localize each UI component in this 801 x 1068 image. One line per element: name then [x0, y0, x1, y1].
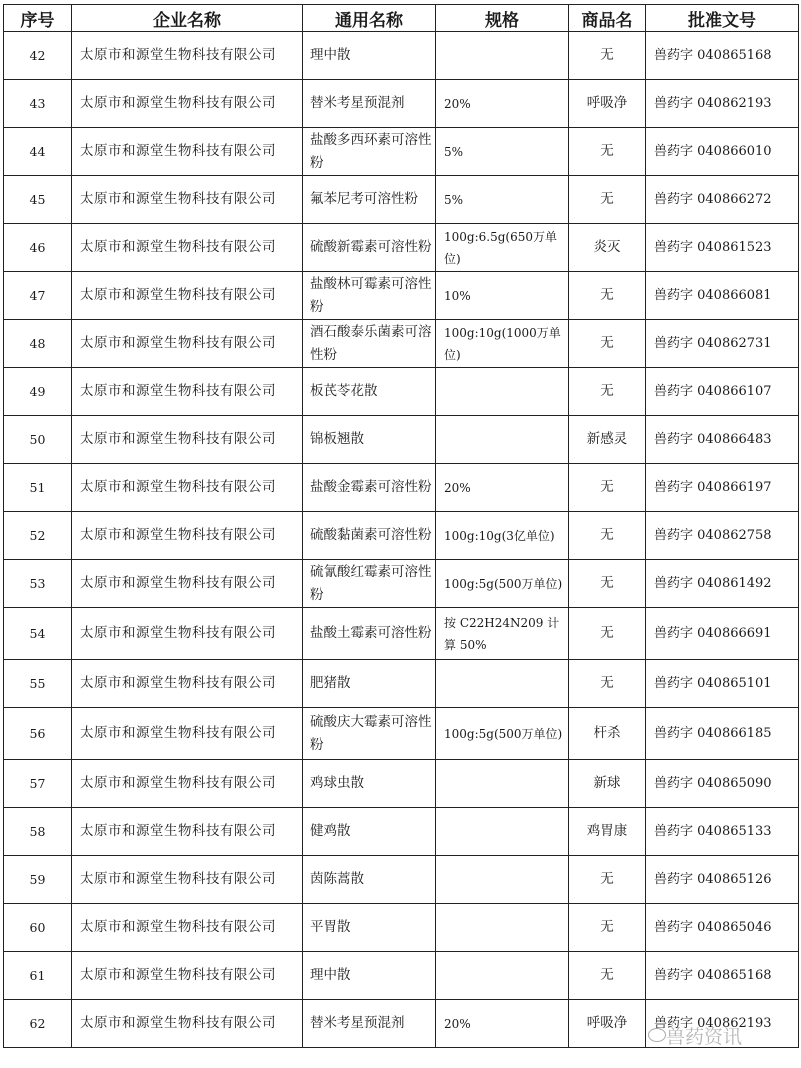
- cell-generic-name: 理中散: [303, 952, 436, 1000]
- cell-generic-name: 硫氰酸红霉素可溶性粉: [303, 560, 436, 608]
- table-row: [4, 176, 799, 224]
- cell-seq: 44: [4, 128, 72, 176]
- cell-trade-name: 无: [569, 608, 646, 660]
- cell-company: 太原市和源堂生物科技有限公司: [72, 224, 303, 272]
- cell-spec: 100g:10g(3亿单位): [436, 512, 569, 560]
- table-row: [4, 416, 799, 464]
- cell-company: 太原市和源堂生物科技有限公司: [72, 760, 303, 808]
- cell-trade-name: 呼吸净: [569, 1000, 646, 1048]
- cell-generic-name: 茵陈蒿散: [303, 856, 436, 904]
- cell-approval-no: 兽药字 040865168: [646, 32, 799, 80]
- cell-approval-no: 兽药字 040866010: [646, 128, 799, 176]
- cell-spec: [436, 660, 569, 708]
- table-row: [4, 708, 799, 760]
- cell-company: 太原市和源堂生物科技有限公司: [72, 80, 303, 128]
- table-row: [4, 608, 799, 660]
- cell-generic-name: 硫酸黏菌素可溶性粉: [303, 512, 436, 560]
- table-row: [4, 660, 799, 708]
- cell-approval-no: 兽药字 040865090: [646, 760, 799, 808]
- cell-trade-name: 无: [569, 176, 646, 224]
- table-row: [4, 80, 799, 128]
- cell-company: 太原市和源堂生物科技有限公司: [72, 320, 303, 368]
- cell-generic-name: 盐酸林可霉素可溶性粉: [303, 272, 436, 320]
- cell-approval-no: 兽药字 040865126: [646, 856, 799, 904]
- cell-approval-no: 兽药字 040866691: [646, 608, 799, 660]
- cell-approval-no: 兽药字 040866081: [646, 272, 799, 320]
- cell-spec: 20%: [436, 80, 569, 128]
- cell-trade-name: 无: [569, 660, 646, 708]
- cell-seq: 53: [4, 560, 72, 608]
- cell-trade-name: 无: [569, 512, 646, 560]
- cell-spec: 20%: [436, 464, 569, 512]
- cell-spec: [436, 904, 569, 952]
- cell-approval-no: 兽药字 040862758: [646, 512, 799, 560]
- table-row: [4, 952, 799, 1000]
- cell-trade-name: 无: [569, 560, 646, 608]
- cell-seq: 60: [4, 904, 72, 952]
- cell-spec: [436, 368, 569, 416]
- cell-seq: 52: [4, 512, 72, 560]
- cell-seq: 48: [4, 320, 72, 368]
- cell-approval-no: 兽药字 040865133: [646, 808, 799, 856]
- cell-generic-name: 板芪苓花散: [303, 368, 436, 416]
- cell-approval-no: 兽药字 040865101: [646, 660, 799, 708]
- cell-approval-no: 兽药字 040861492: [646, 560, 799, 608]
- header-approval-no: 批准文号: [646, 5, 799, 32]
- cell-generic-name: 氟苯尼考可溶性粉: [303, 176, 436, 224]
- cell-seq: 61: [4, 952, 72, 1000]
- cell-company: 太原市和源堂生物科技有限公司: [72, 952, 303, 1000]
- table-row: [4, 32, 799, 80]
- drug-approval-table: [3, 4, 799, 1048]
- cell-seq: 58: [4, 808, 72, 856]
- cell-spec: [436, 32, 569, 80]
- cell-company: 太原市和源堂生物科技有限公司: [72, 560, 303, 608]
- table-row: [4, 368, 799, 416]
- table-row: [4, 464, 799, 512]
- cell-generic-name: 肥猪散: [303, 660, 436, 708]
- cell-spec: [436, 856, 569, 904]
- cell-company: 太原市和源堂生物科技有限公司: [72, 904, 303, 952]
- cell-company: 太原市和源堂生物科技有限公司: [72, 856, 303, 904]
- cell-generic-name: 盐酸多西环素可溶性粉: [303, 128, 436, 176]
- cell-approval-no: 兽药字 040865046: [646, 904, 799, 952]
- cell-seq: 49: [4, 368, 72, 416]
- cell-spec: [436, 952, 569, 1000]
- table-row: [4, 808, 799, 856]
- table-row: [4, 760, 799, 808]
- cell-seq: 46: [4, 224, 72, 272]
- cell-approval-no: 兽药字 040862731: [646, 320, 799, 368]
- cell-seq: 55: [4, 660, 72, 708]
- cell-spec: 100g:5g(500万单位): [436, 708, 569, 760]
- cell-trade-name: 无: [569, 32, 646, 80]
- cell-seq: 42: [4, 32, 72, 80]
- cell-generic-name: 健鸡散: [303, 808, 436, 856]
- table-row: [4, 856, 799, 904]
- table-row: [4, 904, 799, 952]
- cell-company: 太原市和源堂生物科技有限公司: [72, 176, 303, 224]
- cell-approval-no: 兽药字 040866197: [646, 464, 799, 512]
- cell-company: 太原市和源堂生物科技有限公司: [72, 1000, 303, 1048]
- table-header-row: [4, 5, 799, 32]
- header-spec: 规格: [436, 5, 569, 32]
- cell-spec: 100g:6.5g(650万单位): [436, 224, 569, 272]
- cell-spec: [436, 808, 569, 856]
- cell-trade-name: 无: [569, 368, 646, 416]
- cell-approval-no: 兽药字 040865168: [646, 952, 799, 1000]
- header-trade-name: 商品名: [569, 5, 646, 32]
- cell-company: 太原市和源堂生物科技有限公司: [72, 416, 303, 464]
- cell-trade-name: 新球: [569, 760, 646, 808]
- cell-trade-name: 无: [569, 952, 646, 1000]
- cell-trade-name: 无: [569, 128, 646, 176]
- cell-approval-no: 兽药字 040866272: [646, 176, 799, 224]
- header-generic-name: 通用名称: [303, 5, 436, 32]
- cell-company: 太原市和源堂生物科技有限公司: [72, 512, 303, 560]
- cell-spec: 5%: [436, 128, 569, 176]
- cell-trade-name: 无: [569, 272, 646, 320]
- cell-company: 太原市和源堂生物科技有限公司: [72, 272, 303, 320]
- cell-seq: 62: [4, 1000, 72, 1048]
- table-row: [4, 224, 799, 272]
- cell-generic-name: 替米考星预混剂: [303, 80, 436, 128]
- cell-seq: 47: [4, 272, 72, 320]
- table-row: [4, 320, 799, 368]
- cell-spec: 5%: [436, 176, 569, 224]
- cell-spec: 按 C22H24N209 计算 50%: [436, 608, 569, 660]
- cell-seq: 43: [4, 80, 72, 128]
- cell-company: 太原市和源堂生物科技有限公司: [72, 32, 303, 80]
- cell-approval-no: 兽药字 040866185: [646, 708, 799, 760]
- cell-approval-no: 兽药字 040862193: [646, 80, 799, 128]
- cell-seq: 56: [4, 708, 72, 760]
- cell-company: 太原市和源堂生物科技有限公司: [72, 608, 303, 660]
- cell-generic-name: 鸡球虫散: [303, 760, 436, 808]
- cell-trade-name: 无: [569, 856, 646, 904]
- cell-spec: 100g:10g(1000万单位): [436, 320, 569, 368]
- cell-seq: 54: [4, 608, 72, 660]
- cell-approval-no: 兽药字 040866483: [646, 416, 799, 464]
- cell-trade-name: 鸡胃康: [569, 808, 646, 856]
- cell-seq: 59: [4, 856, 72, 904]
- wechat-icon: [648, 1028, 666, 1042]
- cell-seq: 45: [4, 176, 72, 224]
- header-seq: 序号: [4, 5, 72, 32]
- cell-trade-name: 呼吸净: [569, 80, 646, 128]
- cell-trade-name: 无: [569, 320, 646, 368]
- cell-trade-name: 无: [569, 904, 646, 952]
- table-row: [4, 560, 799, 608]
- cell-generic-name: 理中散: [303, 32, 436, 80]
- cell-approval-no: 兽药字 040861523: [646, 224, 799, 272]
- header-company: 企业名称: [72, 5, 303, 32]
- cell-company: 太原市和源堂生物科技有限公司: [72, 464, 303, 512]
- cell-trade-name: 新感灵: [569, 416, 646, 464]
- cell-generic-name: 盐酸金霉素可溶性粉: [303, 464, 436, 512]
- cell-spec: 20%: [436, 1000, 569, 1048]
- cell-company: 太原市和源堂生物科技有限公司: [72, 128, 303, 176]
- cell-generic-name: 替米考星预混剂: [303, 1000, 436, 1048]
- table-row: [4, 272, 799, 320]
- cell-spec: [436, 416, 569, 464]
- table-row: [4, 512, 799, 560]
- cell-spec: 10%: [436, 272, 569, 320]
- cell-seq: 50: [4, 416, 72, 464]
- cell-generic-name: 酒石酸泰乐菌素可溶性粉: [303, 320, 436, 368]
- cell-generic-name: 盐酸土霉素可溶性粉: [303, 608, 436, 660]
- cell-trade-name: 杆杀: [569, 708, 646, 760]
- cell-spec: 100g:5g(500万单位): [436, 560, 569, 608]
- cell-company: 太原市和源堂生物科技有限公司: [72, 808, 303, 856]
- cell-trade-name: 无: [569, 464, 646, 512]
- cell-approval-no: 兽药字 040862193: [646, 1000, 799, 1048]
- cell-company: 太原市和源堂生物科技有限公司: [72, 660, 303, 708]
- cell-company: 太原市和源堂生物科技有限公司: [72, 708, 303, 760]
- cell-seq: 51: [4, 464, 72, 512]
- table-row: [4, 128, 799, 176]
- cell-generic-name: 硫酸庆大霉素可溶性粉: [303, 708, 436, 760]
- watermark: 兽药资讯: [666, 1026, 743, 1048]
- cell-spec: [436, 760, 569, 808]
- cell-company: 太原市和源堂生物科技有限公司: [72, 368, 303, 416]
- cell-generic-name: 锦板翘散: [303, 416, 436, 464]
- cell-generic-name: 硫酸新霉素可溶性粉: [303, 224, 436, 272]
- cell-trade-name: 炎灭: [569, 224, 646, 272]
- cell-approval-no: 兽药字 040866107: [646, 368, 799, 416]
- cell-generic-name: 平胃散: [303, 904, 436, 952]
- cell-seq: 57: [4, 760, 72, 808]
